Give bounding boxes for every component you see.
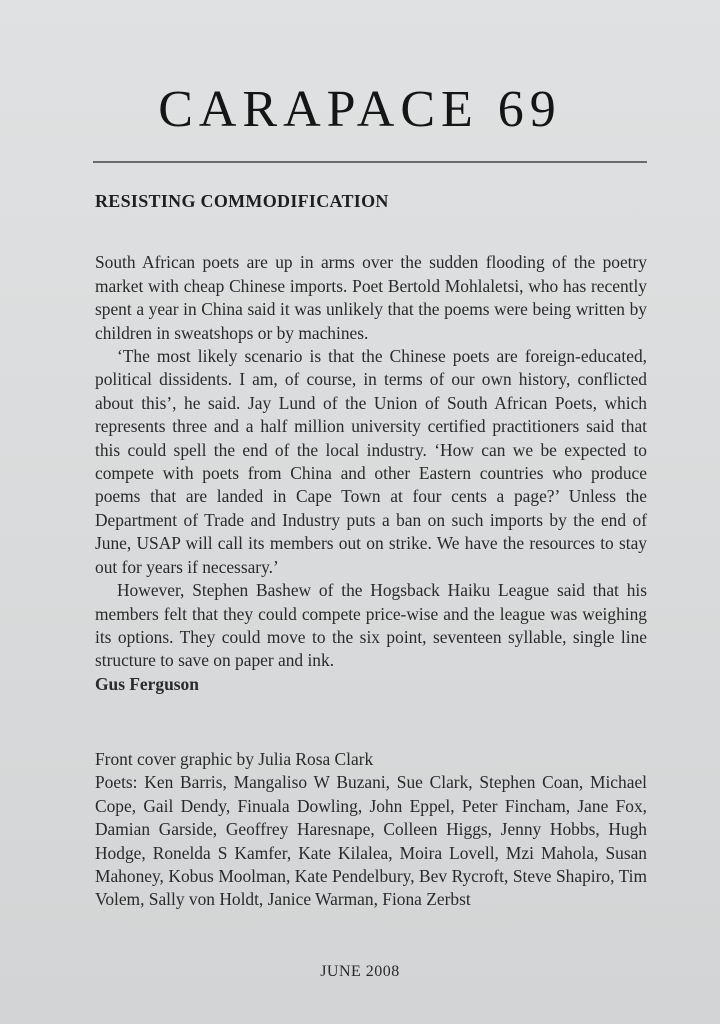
- article-paragraph: However, Stephen Bashew of the Hogsback Haiku League said that his members felt that they could compete price-wise and the league was weighing its options. They could move to the six point, seventeen syllable, single line structure to save on paper and ink.: [95, 580, 647, 671]
- issue-date: JUNE 2008: [320, 963, 400, 980]
- poets-list: Poets: Ken Barris, Mangaliso W Buzani, Sue Clark, Stephen Coan, Michael Cope, Gail Dendy, Finuala Dowling, John Eppel, Peter Fincham, Jane Fox, Damian Garside, Geoffrey Haresnape, Colleen Higgs, Jenny Hobbs, Hugh Hodge, Ronelda S Kamfer, Kate Kilalea, Moira Lovell, Mzi Mahola, Susan Mahoney, Kobus Moolman, Kate Pendelbury, Bev Rycroft, Steve Shapiro, Tim Volem, Sally von Holdt, Janice Warman, Fiona Zerbst: [95, 772, 647, 910]
- article-byline: Gus Ferguson: [95, 673, 199, 694]
- article: [95, 190, 647, 696]
- article-paragraph: South African poets are up in arms over the sudden flooding of the poetry market with cheap Chinese imports. Poet Bertold Mohlaletsi, who has recently spent a year in China said it was unlikely that the poems were being written by children in sweatshops or by machines.: [95, 252, 647, 343]
- article-paragraph: ‘The most likely scenario is that the Chinese poets are foreign-educated, political dissidents. I am, of course, in terms of our own history, conflicted about this’, he said. Jay Lund of the Union of South African Poets, which represents three and a half million university certified practitioners said that this could spell the end of the local industry. ‘How can we be expected to compete with poets from China and other Eastern countries who produce poems that are landed in Cape Town at four cents a page?’ Unless the Department of Trade and Industry puts a ban on such imports by the end of June, USAP will call its members out on strike. We have the resources to stay out for years if necessary.’: [95, 346, 647, 577]
- masthead-divider: [93, 161, 647, 163]
- article-headline: RESISTING COMMODIFICATION: [95, 191, 389, 211]
- credits-block: [95, 748, 647, 912]
- masthead-title: CARAPACE 69: [158, 81, 562, 138]
- cover-credit: Front cover graphic by Julia Rosa Clark: [95, 749, 374, 769]
